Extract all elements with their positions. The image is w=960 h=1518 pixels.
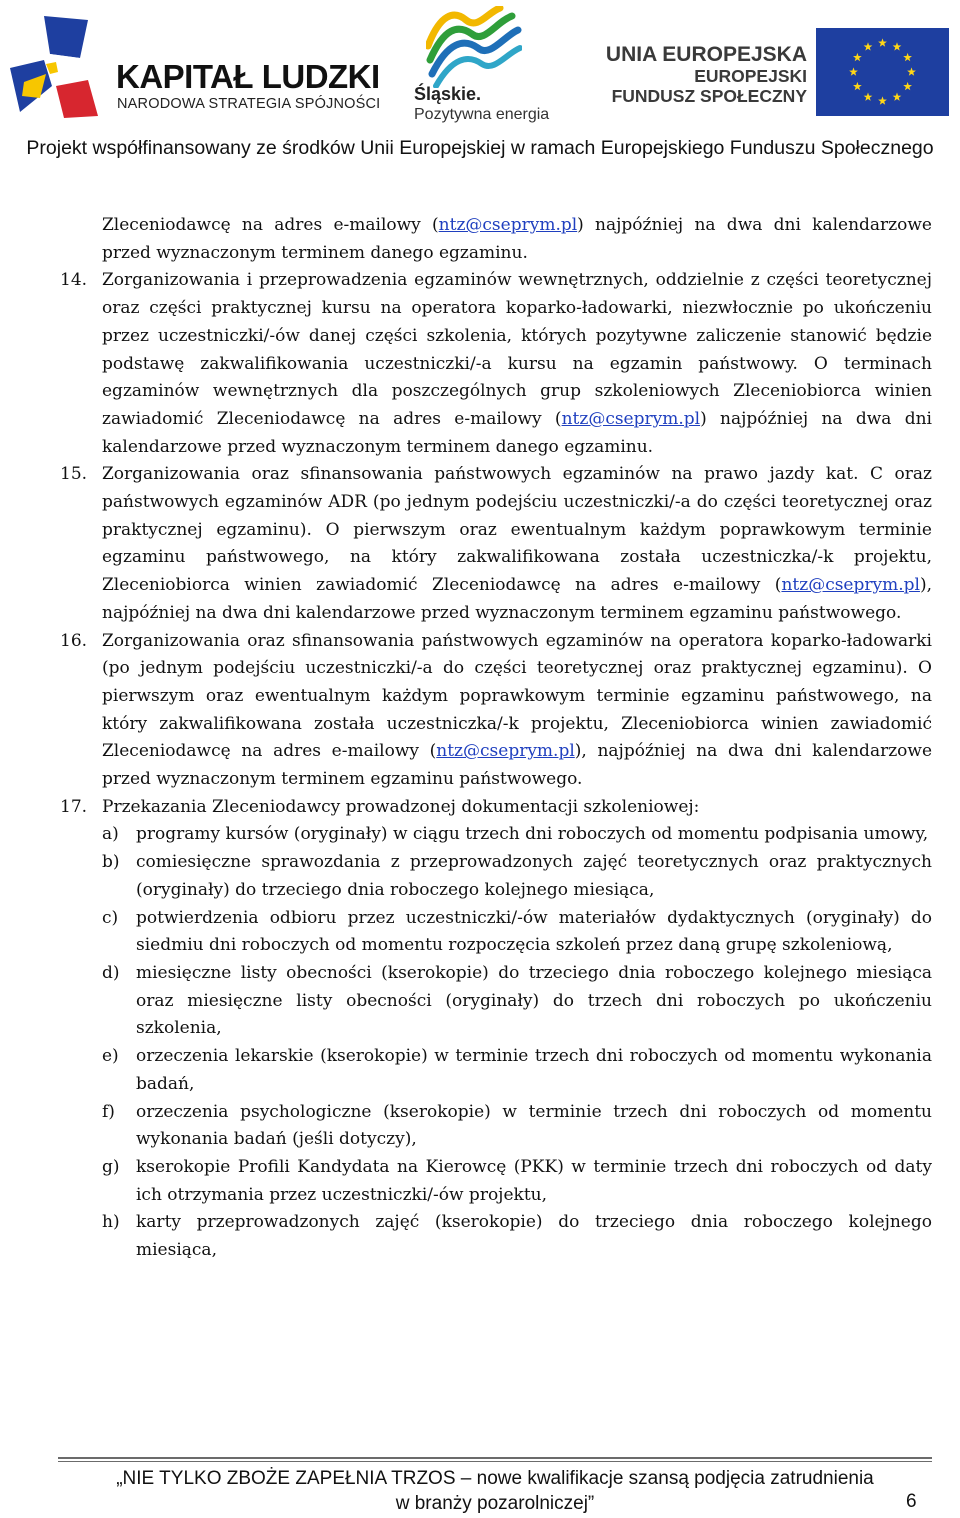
footer-project-title: [58, 1466, 932, 1516]
eu-flag-icon: [816, 28, 949, 116]
list-item-label: f): [102, 1101, 115, 1122]
list-item-text: potwierdzenia odbioru przez uczestniczki/-ów materiałów dydaktycznych (oryginały) do siedmiu dni roboczych od momentu rozpoczęcia szkoleń przez daną grupę szkoleniową,: [136, 907, 932, 956]
footer-divider-thin: [58, 1461, 932, 1462]
paragraph-14: [60, 267, 932, 461]
kapital-ludzki-title: KAPITAŁ LUDZKI: [116, 58, 380, 95]
kapital-ludzki-subtitle: NARODOWA STRATEGIA SPÓJNOŚCI: [117, 96, 381, 112]
paragraph-text: ) najpóźniej na dwa dni kalendarzowe przed wyznaczonym terminem danego egzaminu.: [102, 215, 932, 263]
header-logos: [0, 0, 960, 159]
paragraph-text: ) najpóźniej na dwa dni kalendarzowe przed wyznaczonym terminem danego egzaminu.: [102, 408, 932, 457]
unia-europejska-logo: [605, 28, 955, 118]
paragraph-text: Zorganizowania i przeprowadzenia egzaminów wewnętrznych, oddzielnie z części teoretycznej oraz części praktycznej kursu na operatora koparko-ładowarki, niezwłocznie po ukończeniu przez uczestniczki/-ów danej części szkolenia, których pozytywne zaliczenie stanowić będzie podstawę zakwalifikowania uczestniczki/-a kursu na egzamin państwowy. O terminach egzaminów wewnętrznych dla poszczególnych grup szkoleniowych Zleceniobiorca winien zawiadomić Zleceniodawcę na adres e-mailowy (: [102, 270, 932, 429]
kapital-ludzki-emblem-icon: [10, 14, 102, 120]
paragraph-text: Zorganizowania oraz sfinansowania państwowych egzaminów na operatora koparko-ładowarki (po jednym podejściu uczestniczki/-a do części teoretycznej oraz praktycznej egzaminu). O pierwszym oraz ewentualnym każdym poprawkowym terminie egzaminu państwowego, na który zakwalifikowana została uczestniczka/-k projektu, Zleceniobiorca winien zawiadomić Zleceniodawcę na adres e-mailowy (: [102, 630, 932, 762]
list-item-label: c): [102, 907, 119, 928]
paragraph-number: 15.: [60, 464, 88, 485]
list-item-label: b): [102, 852, 120, 873]
list-item-label: g): [102, 1156, 120, 1177]
paragraph-15: [60, 461, 932, 627]
ue-line-1: UNIA EUROPEJSKA: [605, 43, 807, 66]
paragraph-number: 17.: [60, 796, 88, 817]
list-item: [102, 960, 932, 1043]
slaskie-subtitle: Pozytywna energia: [414, 106, 550, 123]
ue-line-2: EUROPEJSKI: [694, 66, 807, 86]
paragraph-17: [60, 794, 932, 1265]
cofinancing-note: Projekt współfinansowany ze środków Unii Europejskiej w ramach Europejskiego Funduszu Społecznego: [26, 137, 934, 159]
list-item: [102, 1099, 932, 1154]
email-link[interactable]: ntz@cseprym.pl: [438, 215, 578, 235]
document-body: [60, 212, 932, 1265]
list-item-label: h): [102, 1212, 120, 1233]
paragraph-text: ), najpóźniej na dwa dni kalendarzowe przed wyznaczonym terminem egzaminu państwowego.: [102, 741, 933, 790]
paragraph-text: Zorganizowania oraz sfinansowania państwowych egzaminów na prawo jazdy kat. C oraz państwowych egzaminów ADR (po jednym podejściu uczestniczki/-a do części teoretycznej oraz praktycznej egzaminu). O pierwszym oraz ewentualnym każdym poprawkowym terminie egzaminu państwowego, na który zakwalifikowana została uczestniczka/-k projektu, Zleceniobiorca winien zawiadomić Zleceniodawcę na adres e-mailowy (: [102, 464, 932, 596]
footer-line-1: „NIE TYLKO ZBOŻE ZAPEŁNIA TRZOS – nowe kwalifikacje szansą podjęcia zatrudnienia: [116, 1468, 874, 1489]
footer-line-2: w branży pozarolniczej”: [395, 1493, 595, 1514]
list-item-label: e): [102, 1046, 119, 1067]
slaskie-title: Śląskie.: [414, 84, 482, 104]
list-item-text: orzeczenia lekarskie (kserokopie) w terminie trzech dni roboczych od momentu wykonania badań,: [136, 1046, 932, 1094]
list-item: [102, 1043, 932, 1098]
list-item-text: comiesięczne sprawozdania z przeprowadzonych zajęć teoretycznych oraz praktycznych (oryginały) do trzeciego dnia roboczego kolejnego miesiąca,: [136, 852, 932, 900]
list-item-text: kserokopie Profili Kandydata na Kierowcę (PKK) w terminie trzech dni roboczych od daty ich otrzymania przez uczestniczki/-ów projektu,: [136, 1156, 932, 1205]
list-item: [102, 1154, 932, 1209]
list-item-label: d): [102, 962, 120, 983]
footer-divider: [58, 1457, 932, 1459]
list-item: [102, 905, 932, 960]
list-item: [102, 1209, 932, 1264]
email-link[interactable]: ntz@cseprym.pl: [781, 575, 920, 596]
kapital-ludzki-logo: [8, 12, 381, 122]
paragraph-text: Zleceniodawcę na adres e-mailowy (: [102, 215, 439, 235]
email-link[interactable]: ntz@cseprym.pl: [436, 741, 575, 762]
ue-text-block: [606, 44, 807, 106]
paragraph-16: [60, 628, 932, 794]
list-item-text: orzeczenia psychologiczne (kserokopie) w terminie trzech dni roboczych od momentu wykonania badań (jeśli dotyczy),: [136, 1101, 932, 1150]
paragraph-text: Przekazania Zleceniodawcy prowadzonej dokumentacji szkoleniowej:: [102, 796, 700, 817]
page-number: 6: [906, 1491, 917, 1512]
list-item-text: karty przeprowadzonych zajęć (kserokopie) do trzeciego dnia roboczego kolejnego miesiąca,: [136, 1212, 932, 1261]
paragraph-continuation: [60, 212, 932, 267]
list-item-text: programy kursów (oryginały) w ciągu trzech dni roboczych od momentu podpisania umowy,: [136, 824, 929, 845]
slaskie-wave-icon: [426, 6, 522, 88]
slaskie-logo: [400, 2, 570, 132]
list-item: [102, 849, 932, 904]
list-item-label: a): [102, 824, 119, 845]
paragraph-number: 14.: [60, 270, 88, 291]
list-item: [102, 821, 932, 849]
email-link[interactable]: ntz@cseprym.pl: [561, 408, 701, 429]
list-item-text: miesięczne listy obecności (kserokopie) do trzeciego dnia roboczego kolejnego miesiąca oraz miesięczne listy obecności (oryginały) do trzech dni roboczych po ukończeniu szkolenia,: [136, 962, 932, 1039]
paragraph-text: ), najpóźniej na dwa dni kalendarzowe przed wyznaczonym terminem egzaminu państwowego.: [102, 575, 932, 623]
ue-line-3: FUNDUSZ SPOŁECZNY: [611, 86, 807, 106]
paragraph-number: 16.: [60, 630, 88, 651]
